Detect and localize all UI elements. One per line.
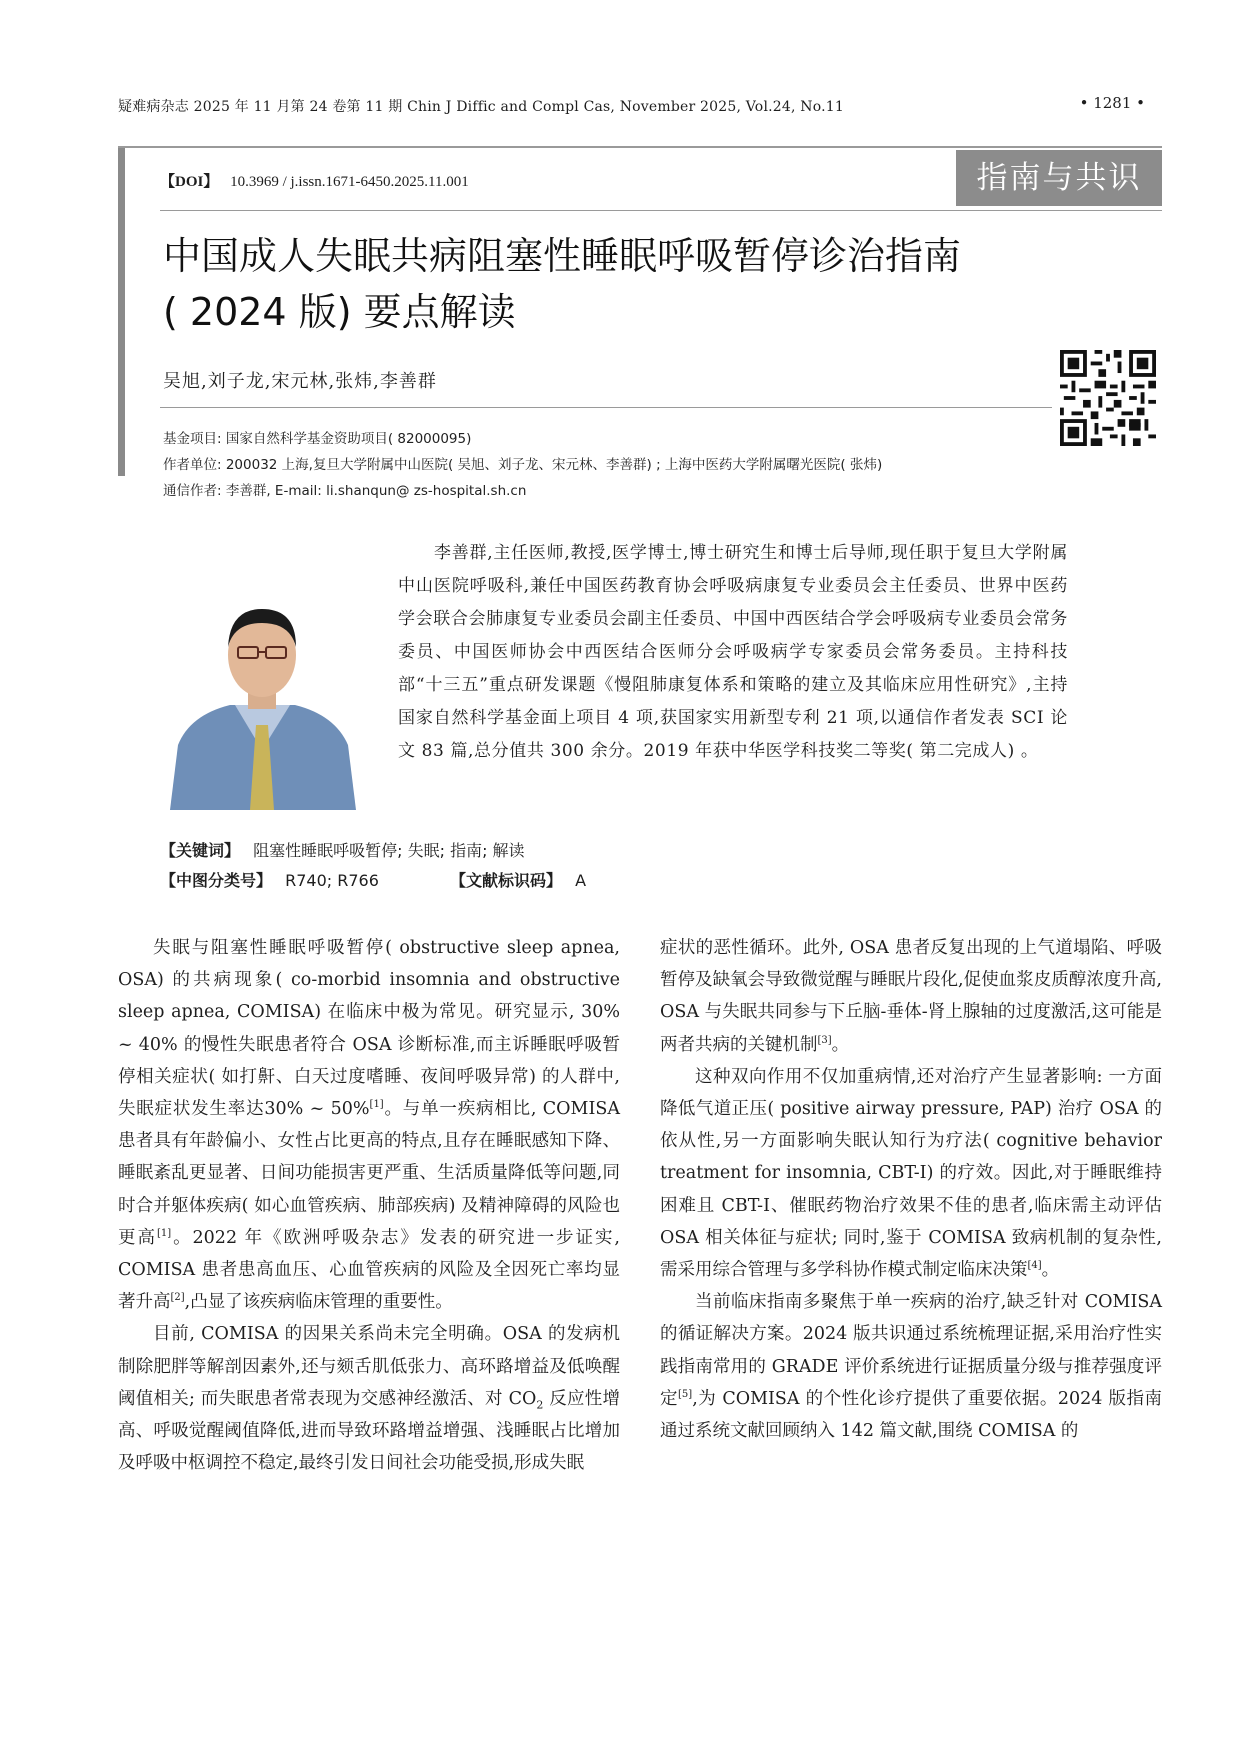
author-list: 吴旭,刘子龙,宋元林,张炜,李善群: [163, 371, 437, 392]
paragraph: 这种双向作用不仅加重病情,还对治疗产生显著影响: 一方面降低气道正压( positive airway pressure, PAP) 治疗 OSA 的依从性,另一方面影响失眠认知行为疗法( cognitive behavior treatment for insomnia, CBT-I) 的疗效。因此,对于睡眠维持困难且 CBT-I、催眠药物治疗效果不佳的患者,临床需主动评估 OSA 相关体征与症状; 同时,鉴于 COMISA 致病机制的复杂性,需采用综合管理与多学科协作模式制定临床决策[4]。: [660, 1066, 1162, 1281]
clc-value: R740; R766: [285, 871, 379, 890]
qr-code-icon: [1060, 350, 1156, 446]
left-accent-bar: [118, 148, 125, 476]
doi-label: 【DOI】: [160, 174, 219, 190]
citation: [1]: [156, 1228, 172, 1239]
body-column-right: [660, 932, 1162, 1447]
paragraph: 当前临床指南多聚焦于单一疾病的治疗,缺乏针对 COMISA 的循证解决方案。2024 版共识通过系统梳理证据,采用治疗性实践指南常用的 GRADE 评价系统进行证据质量分级与推荐强度评定[5],为 COMISA 的个性化诊疗提供了重要依据。2024 版指南通过系统文献回顾纳入 142 篇文献,围绕 COMISA 的: [660, 1292, 1162, 1442]
section-tab: 指南与共识: [956, 150, 1162, 206]
clc-line: [160, 868, 379, 891]
correspondence-line: 通信作者: 李善群, E-mail: li.shanqun@ zs-hospital.sh.cn: [163, 483, 527, 499]
page-number: • 1281 •: [1079, 94, 1145, 112]
citation: [1]: [369, 1099, 384, 1111]
title-line-1: 中国成人失眠共病阻塞性睡眠呼吸暂停诊治指南: [163, 234, 962, 278]
paragraph: 失眠与阻塞性睡眠呼吸暂停( obstructive sleep apnea, OSA) 的共病现象( co-morbid insomnia and obstructive sleep apnea, COMISA) 在临床中极为常见。研究显示, 30% ~ 40% 的慢性失眠患者符合 OSA 诊断标准,而主诉睡眠呼吸暂停相关症状( 如打鼾、白天过度嗜睡、夜间呼吸异常) 的人群中,失眠症状发生率达30% ~ 50%[1]。与单一疾病相比, COMISA 患者具有年龄偏小、女性占比更高的特点,且存在睡眠感知下降、睡眠紊乱更显著、日间功能损害更严重、生活质量降低等问题,同时合并躯体疾病( 如心血管疾病、肺部疾病) 及精神障碍的风险也更高[1]。2022 年《欧洲呼吸杂志》发表的研究进一步证实, COMISA 患者患高血压、心血管疾病的风险及全因死亡率均显著升高[2],凸显了该疾病临床管理的重要性。: [118, 938, 620, 1313]
author-bio: 李善群,主任医师,教授,医学博士,博士研究生和博士后导师,现任职于复旦大学附属中山医院呼吸科,兼任中国医药教育协会呼吸病康复专业委员会主任委员、世界中医药学会联合会肺康复专业委员会副主任委员、中国中西医结合学会呼吸病专业委员会常务委员、中国医师协会中西医结合医师分会呼吸病学专家委员会常务委员。主持科技部“十三五”重点研发课题《慢阻肺康复体系和策略的建立及其临床应用性研究》,主持国家自然科学基金面上项目 4 项,获国家实用新型专利 21 项,以通信作者发表 SCI 论文 83 篇,总分值共 300 余分。2019 年获中华医学科技奖二等奖( 第二完成人) 。: [398, 543, 1068, 761]
citation: [4]: [1027, 1260, 1042, 1272]
keywords-value: 阻塞性睡眠呼吸暂停; 失眠; 指南; 解读: [253, 841, 525, 860]
affiliation-line: 作者单位: 200032 上海,复旦大学附属中山医院( 吴旭、刘子龙、宋元林、李善群) ; 上海中医药大学附属曙光医院( 张炜): [163, 457, 883, 473]
doc-code-line: [450, 868, 586, 891]
clc-label: 【中图分类号】: [160, 871, 273, 890]
citation: [2]: [170, 1292, 185, 1304]
body-column-left: [118, 932, 620, 1479]
article-title: [163, 228, 1063, 340]
doc-code-value: A: [575, 871, 587, 890]
doi-value: 10.3969 / j.issn.1671-6450.2025.11.001: [230, 174, 469, 190]
title-rule: [160, 210, 1162, 211]
keywords-label: 【关键词】: [160, 841, 241, 860]
running-header: 疑难病杂志 2025 年 11 月第 24 卷第 11 期 Chin J Diffic and Compl Cas, November 2025, Vol.24, No.11: [118, 99, 844, 115]
keywords-line: [160, 838, 525, 861]
top-rule: [118, 146, 1162, 148]
citation: [3]: [817, 1034, 832, 1046]
title-line-2: ( 2024 版) 要点解读: [163, 290, 516, 334]
author-rule: [160, 407, 1052, 408]
doc-code-label: 【文献标识码】: [450, 871, 563, 890]
fund-line: 基金项目: 国家自然科学基金资助项目( 82000095): [163, 431, 472, 447]
citation: [5]: [678, 1389, 693, 1401]
doi-line: [160, 170, 469, 191]
author-portrait: [160, 585, 365, 810]
paragraph: 症状的恶性循环。此外, OSA 患者反复出现的上气道塌陷、呼吸暂停及缺氧会导致微觉醒与睡眠片段化,促使血浆皮质醇浓度升高, OSA 与失眠共同参与下丘脑-垂体-肾上腺轴的过度激活,这可能是两者共病的关键机制[3]。: [660, 938, 1162, 1055]
paragraph: 目前, COMISA 的因果关系尚未完全明确。OSA 的发病机制除肥胖等解剖因素外,还与颏舌肌低张力、高环路增益及低唤醒阈值相关; 而失眠患者常表现为交感神经激活、对 $CO_2$ 反应性增高、呼吸觉醒阈值降低,进而导致环路增益增强、浅睡眠占比增加及呼吸中枢调控不稳定,最终引发日间社会功能受损,形成失眠: [118, 1324, 620, 1474]
